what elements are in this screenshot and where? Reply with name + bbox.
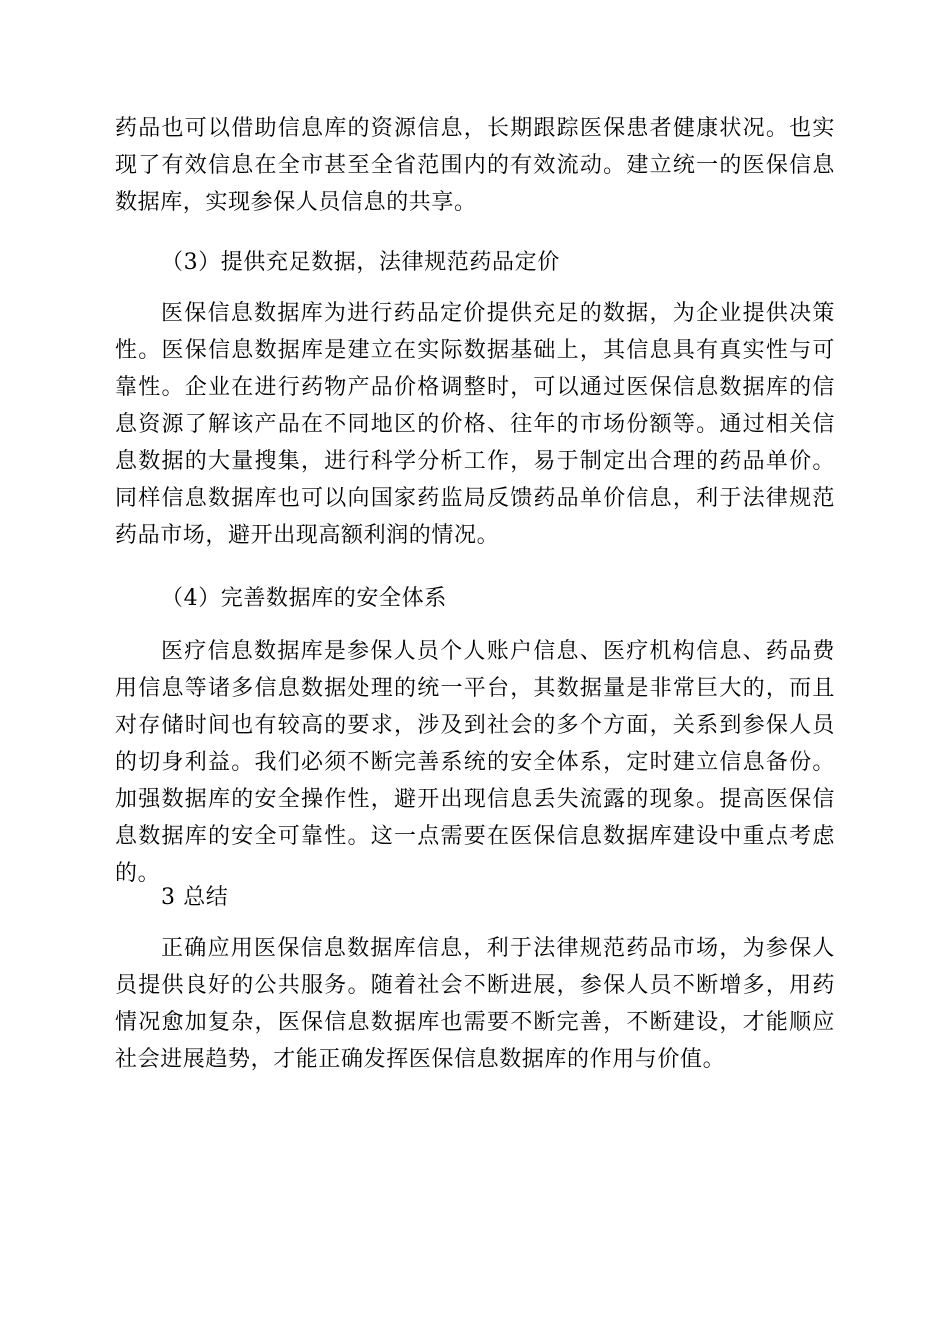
paragraph-summary: 正确应用医保信息数据库信息，利于法律规范药品市场，为参保人员提供良好的公共服务。随着社会不断进展，参保人员不断增多，用药情况愈加复杂，医保信息数据库也需要不断完善，不断建设，才能顺应社会进展趋势，才能正确发挥医保信息数据库的作用与价值。 bbox=[115, 936, 835, 1072]
section-heading-3: （3）提供充足数据，法律规范药品定价 bbox=[161, 250, 560, 275]
paragraph-pricing: 医保信息数据库为进行药品定价提供充足的数据，为企业提供决策性。医保信息数据库是建立在实际数据基础上，其信息具有真实性与可靠性。企业在进行药物产品价格调整时，可以通过医保信息数据库的信息资源了解该产品在不同地区的价格、往年的市场份额等。通过相关信息数据的大量搜集，进行科学分析工作，易于制定出合理的药品单价。同样信息数据库也可以向国家药监局反馈药品单价信息，利于法律规范药品市场，避开出现高额利润的情况。 bbox=[115, 301, 835, 548]
section-heading-summary: 3 总结 bbox=[161, 885, 229, 910]
paragraph-security: 医疗信息数据库是参保人员个人账户信息、医疗机构信息、药品费用信息等诸多信息数据处理的统一平台，其数据量是非常巨大的，而且对存储时间也有较高的要求，涉及到社会的多个方面，关系到参保人员的切身利益。我们必须不断完善系统的安全体系，定时建立信息备份。加强数据库的安全操作性，避开出现信息丢失流露的现象。提高医保信息数据库的安全可靠性。这一点需要在医保信息数据库建设中重点考虑的。 bbox=[115, 639, 835, 886]
section-heading-4: （4）完善数据库的安全体系 bbox=[161, 586, 447, 611]
paragraph-continuation: 药品也可以借助信息库的资源信息，长期跟踪医保患者健康状况。也实现了有效信息在全市甚至全省范围内的有效流动。建立统一的医保信息数据库，实现参保人员信息的共享。 bbox=[115, 116, 835, 215]
